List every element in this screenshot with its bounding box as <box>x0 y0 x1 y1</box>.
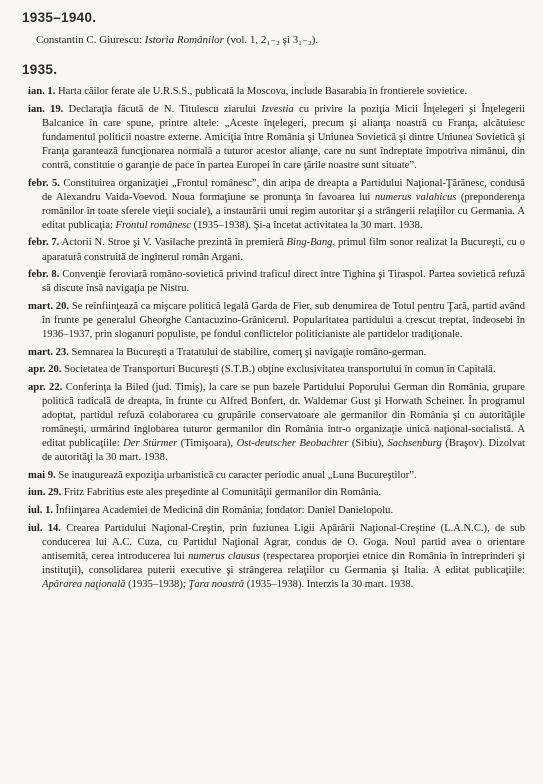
source-citation <box>36 33 525 46</box>
chronology-entry <box>28 486 525 500</box>
entry-date: mai 9. <box>28 469 56 481</box>
entry-date: iun. 29. <box>28 487 62 499</box>
entry-date: febr. 7. <box>28 237 60 249</box>
period-heading: 1935–1940. <box>22 10 97 25</box>
entry-text: Semnarea la Bucureşti a Tratatului de stabilire, comerţ şi navigaţie româno-german. <box>68 346 427 358</box>
entry-date: mart. 20. <box>28 300 70 312</box>
entry-text: , primul film sonor realizat la Bucureşti, cu o aparatură construită de inginerul român Argani. <box>42 237 526 263</box>
entry-date: ian. 1. <box>28 86 56 97</box>
source-title: Istoria Românilor <box>144 34 224 46</box>
entry-date: iul. 14. <box>28 522 61 534</box>
entry-text: Societatea de Transporturi Bucureşti (S.T.B.) obţine exclusivitatea transportului în comun în Capitală. <box>61 364 496 376</box>
entry-date: febr. 8. <box>28 269 60 281</box>
entry-text: Constituirea organizaţiei „Frontul românesc”, din aripa de dreapta a Partidului Naţional-Ţărănesc, condusă de Alexandru Vaida-Voevod. Noua formaţiune se pronunţa în favoarea lui <box>42 177 525 203</box>
entry-text: Conferinţa la Biled (jud. Timiş), la care se pun bazele Partidului Poporului German din România, grupare politică radicală de dreapta, în frunte cu Alfred Bonfert, dr. Waldemar Gust şi Horwath Scheiner. În programul adoptat, partidul refuză colaborarea cu grupările conservatoare ale germanilor din România şi cu autorităţile româneşti, urmărind înglobarea tuturor germanilor din România într-o organizaţie unică naţional-socialistă. A editat publicaţiile: <box>42 381 525 450</box>
entry-text: (preponderenţa românilor în toate sferele vieţii sociale), a instaurării unui regim autoritar şi a strângerii relaţiilor cu Germania. A editat publicaţia: <box>42 191 525 231</box>
source-author: Constantin C. Giurescu: <box>36 34 145 46</box>
entry-text: Harta căilor ferate ale U.R.S.S., publicată la Moscova, include Basarabia în frontierele sovietice. <box>55 86 468 97</box>
entry-date: ian. 19. <box>28 103 64 115</box>
entry-text: Se inaugurează expoziţia urbanistică cu caracter periodic anual „Luna Bucureştilor”. <box>55 469 417 481</box>
entry-text: Înfiinţarea Academiei de Medicină din România; fondator: Daniel Danielopolu. <box>53 505 394 517</box>
chronology-entry <box>28 300 525 342</box>
entry-text: (Braşov). Dizolvat de autorităţi la 30 mart. 1938. <box>42 438 526 464</box>
entry-text: cu privire la poziţia Micii Înţelegeri şi Înţelegerii Balcanice în care spune, printre altele: „Aceste înţelegeri, precum şi alianţa noastră cu Franţa, alcătuiesc fundamentul politicii noastre externe. Amiciţia între România şi Uniunea Sovietică şi dintre Uniunea Sovietică şi Franţa garantează funcţionarea normală a tuturor acestor alianţe, care nu sunt îndreptate împotriva nimănui, din contră, constituie o garanţie de pace în partea Europei în care ţările noastre sunt situate”. <box>42 103 525 171</box>
entry-text: Declaraţia făcută de N. Titulescu ziarului <box>63 103 262 115</box>
entry-date: apr. 22. <box>28 381 63 393</box>
chronology-entry <box>28 85 525 99</box>
entry-text: Crearea Partidului Naţional-Creştin, prin fuziunea Ligii Apărării Naţional-Creştine (L.A.N.C.), de sub conducerea lui A.C. Cuza, cu Partidul Naţional Agrar, condus de O. Goga. Noul partid avea o orientare antisemită, cerea introducerea lui <box>42 522 525 562</box>
entry-text: (respectarea proporţiei etnice din România în întreprinderi şi instituţii), consolidarea puterii executive şi strângerea relaţiilor cu Germania şi Italia. A editat publicaţiile: <box>42 550 525 576</box>
chronology-entry <box>28 522 525 592</box>
chronology-entry <box>28 504 525 518</box>
entry-title-italic: Apărarea naţională <box>42 579 126 590</box>
entry-title-italic: numerus clausus <box>188 550 260 562</box>
entry-title-italic: Ţara noastră <box>188 579 245 590</box>
chronology-entry <box>28 177 525 233</box>
chronology-entry <box>28 103 525 173</box>
entry-title-italic: Der Stürmer <box>123 438 178 450</box>
chronology-entry <box>28 236 525 264</box>
chronology-entry <box>28 363 525 377</box>
chronology-entry <box>28 346 525 360</box>
entry-text: (1935–1938); <box>125 579 189 590</box>
entry-text: (Sibiu), <box>348 438 388 450</box>
entry-title-italic: Bing-Bang <box>286 237 333 249</box>
year-heading: 1935. <box>22 62 58 77</box>
chronology-entry <box>28 469 525 483</box>
entry-title-italic: Ost-deutscher Beobachter <box>236 438 349 450</box>
entry-text: Fritz Fabritius este ales preşedinte al Comunităţii germanilor din România. <box>61 487 382 499</box>
entry-date: iul. 1. <box>28 505 54 517</box>
entry-date: apr. 20. <box>28 364 62 376</box>
entry-text: Convenţie feroviară româno-sovietică privind traficul direct între Tighina şi Tiraspol. Partea sovietică refuză să discute însă navigaţia pe Nistru. <box>42 269 525 295</box>
entry-title-italic: Sachsenburg <box>387 438 442 450</box>
entry-text: (Timişoara), <box>177 438 237 450</box>
entry-text: Actorii N. Stroe şi V. Vasilache prezintă în premieră <box>59 237 287 249</box>
chronology-entry <box>28 381 525 466</box>
entry-date: mart. 23. <box>28 346 69 358</box>
chronology-entry <box>28 268 525 296</box>
chronology-list <box>28 85 525 592</box>
entry-title-italic: numerus valahicus <box>374 191 457 203</box>
entry-title-italic: Izvestia <box>261 103 294 115</box>
entry-date: febr. 5. <box>28 177 60 189</box>
entry-text: Se reînfiinţează ca mişcare politică legală Garda de Fier, sub denumirea de Totul pentru Ţară, partid având în frunte pe generalul Gheorghe Cantacuzino-Grănicerul. Popularitatea partidului a crescut treptat, îndeosebi în 1936–1937, prin sloganuri populiste, pe fondul conflictelor politicianiste ale partidelor tradiţionale. <box>42 300 526 340</box>
source-volumes: (vol. 1, 2₁₋₂ şi 3₁₋₂). <box>223 34 319 46</box>
entry-text: (1935–1938). Şi-a încetat activitatea la 30 mart. 1938. <box>190 219 423 231</box>
entry-title-italic: Frontul românesc <box>115 219 191 231</box>
entry-text: (1935–1938). Interzis la 30 mart. 1938. <box>244 579 414 590</box>
